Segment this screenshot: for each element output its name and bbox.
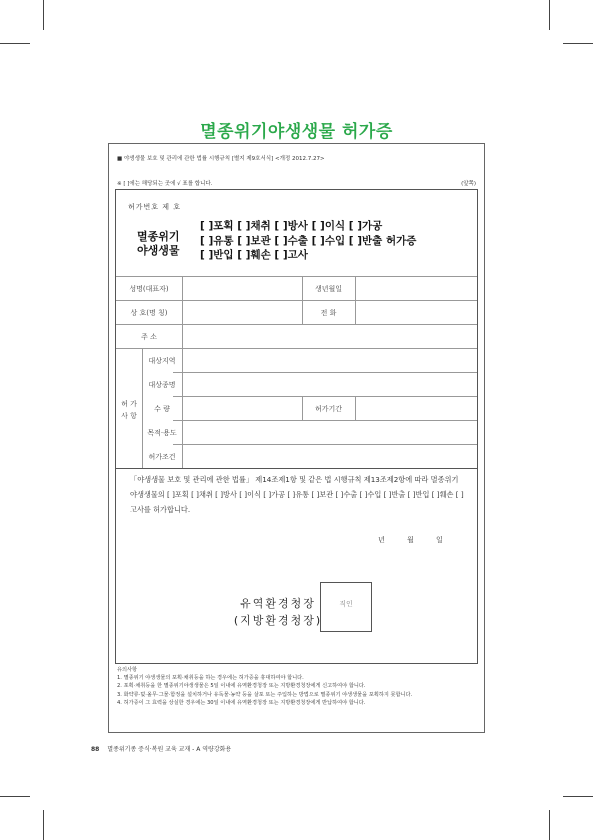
page-number: 88 (91, 746, 100, 753)
name-label: 성명(대표자) (129, 285, 169, 293)
crop-mark (43, 810, 44, 840)
period-label: 허가기간 (314, 405, 343, 413)
category-line: [ ]반입 [ ]훼손 [ ]고사 (200, 249, 308, 261)
note-item: 2. 포획·채취등을 한 멸종위기야생생물은 5일 이내에 유역환경청장 또는 지방환경청장에게 신고하여야 합니다. (117, 683, 366, 690)
permit-group-label: 허 가 사 항 (121, 400, 137, 420)
permit-form (115, 189, 478, 664)
date-day: 일 (436, 536, 443, 544)
official-seal-box: 직인 (320, 582, 372, 632)
birth-label: 생년월일 (314, 285, 343, 293)
permit-categories (200, 219, 470, 263)
page-footer (91, 744, 231, 753)
company-label: 상 호(명 칭) (130, 309, 168, 317)
purpose-label: 목적·용도 (147, 429, 177, 437)
target-area-label: 대상지역 (148, 357, 176, 365)
crop-mark (563, 796, 593, 797)
category-line: [ ]유통 [ ]보관 [ ]수출 [ ]수입 [ ]반출 허가증 (200, 234, 417, 247)
issuing-authority (228, 595, 328, 629)
side-label: (앞쪽) (461, 181, 476, 187)
notes-section (115, 664, 478, 724)
note-item: 3. 화약류·덫·올무·그물·함정을 설치하거나 유독물·농약 등을 살포 또는 주입하는 방법으로 멸종위기 야생생물을 포획하지 못합니다. (117, 691, 413, 698)
form-document (108, 143, 485, 733)
address-label: 주 소 (141, 333, 157, 341)
phone-label: 전 화 (320, 309, 337, 317)
crop-mark (549, 0, 550, 30)
quantity-label: 수 량 (154, 405, 170, 413)
authority-line: (지방환경청장) (233, 614, 323, 627)
date-year: 년 (378, 536, 385, 544)
page-title: 멸종위기야생생물 허가증 (200, 122, 393, 142)
note-item: 1. 멸종위기 야생생물의 포획·채취등을 하는 경우에는 허가증을 휴대하여야 합니다. (117, 675, 304, 682)
crop-mark (0, 796, 30, 797)
footer-text: 멸종위기종 증식·복원 교육 교재 - A 역량강화용 (107, 746, 232, 753)
crop-mark (43, 0, 44, 30)
category-line: [ ]포획 [ ]채취 [ ]방사 [ ]이식 [ ]가공 (200, 220, 383, 232)
crop-mark (563, 43, 593, 44)
crop-mark (0, 43, 30, 44)
conditions-label: 허가조건 (148, 453, 176, 461)
permit-number-label: 허가번호 제 호 (128, 203, 182, 211)
date-month: 월 (407, 536, 414, 544)
checkbox-instruction: ※ [ ]에는 해당되는 곳에 √ 표를 합니다. (117, 181, 213, 187)
issue-date (378, 535, 443, 545)
notes-title: 유의사항 (117, 667, 138, 673)
target-species-label: 대상종명 (148, 381, 176, 389)
note-item: 4. 허가증이 그 효력을 상실한 경우에는 30일 이내에 유역환경청장 또는 지방환경청장에게 반납하여야 합니다. (117, 699, 366, 706)
legal-reference: ■ 야생생물 보호 및 관리에 관한 법률 시행규칙 [별지 제9호서식] <개정 2012.7.27> (117, 156, 325, 162)
permit-statement: 「야생생물 보호 및 관리에 관한 법률」 제14조제1항 및 같은 법 시행규칙 제13조제2항에 따라 멸종위기 야생생물의 [ ]포획 [ ]채취 [ ]방사 [ ]이식 [ ]가공 [ ]유통 [ ]보관 [ ]수출 [ ]수입 [ ]반출 [ ]반입 [ ]훼손 [ ]고사를 허가합니다. (130, 475, 464, 514)
crop-mark (549, 810, 550, 840)
species-label: 멸종위기 야생생물 (137, 230, 180, 257)
authority-line: 유역환경청장 (240, 597, 316, 610)
